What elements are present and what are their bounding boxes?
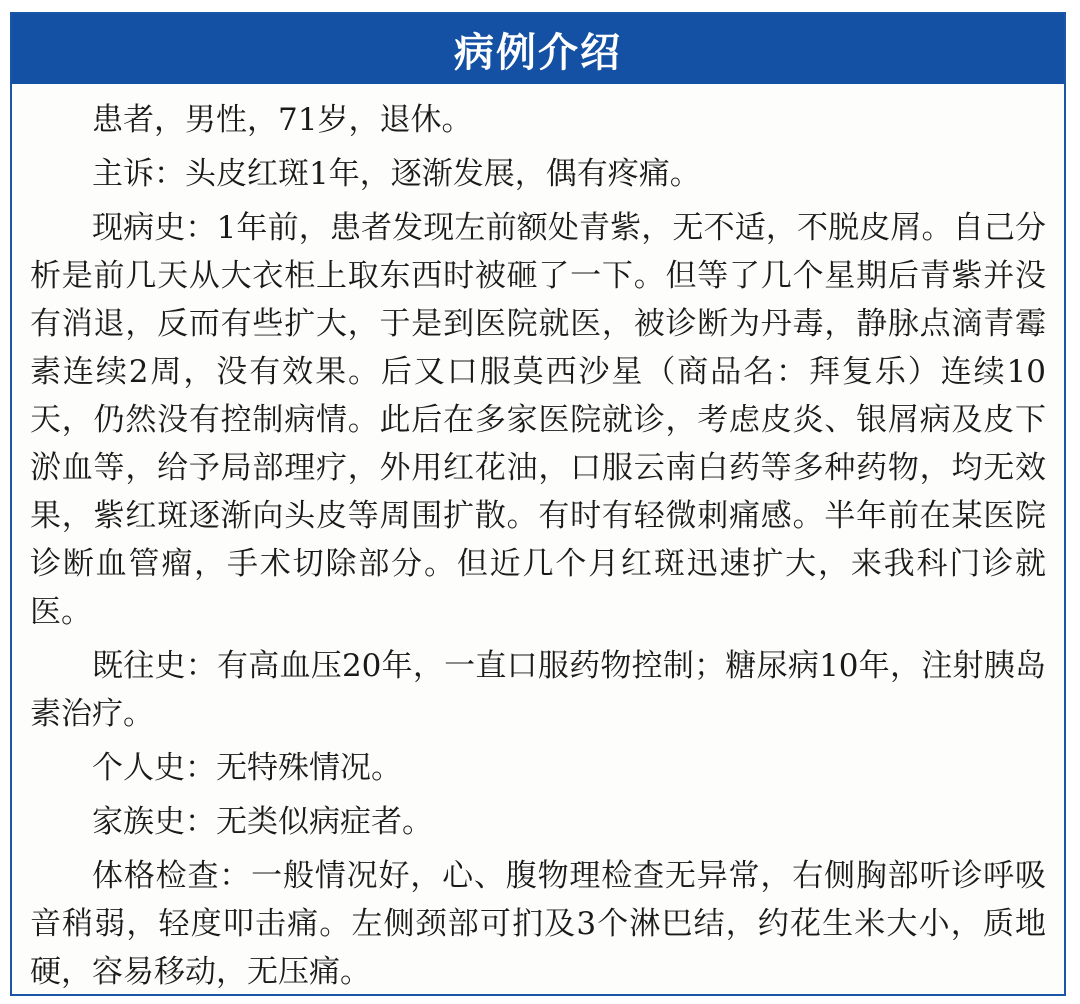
page-title: 病例介绍 bbox=[454, 29, 622, 76]
chief-complaint: 主诉：头皮红斑1年，逐渐发展，偶有疼痛。 bbox=[92, 156, 701, 192]
case-intro-box bbox=[10, 12, 1066, 996]
personal-history: 个人史：无特殊情况。 bbox=[92, 750, 402, 786]
present-history: 现病史：1年前，患者发现左前额处青紫，无不适，不脱皮屑。自己分析是前几天从大衣柜上取东西时被砸了一下。但等了几个星期后青紫并没有消退，反而有些扩大，于是到医院就医，被诊断为丹毒，静脉点滴青霉素连续2周，没有效果。后又口服莫西沙星（商品名：拜复乐）连续10天，仍然没有控制病情。此后在多家医院就诊，考虑皮炎、银屑病及皮下淤血等，给予局部理疗，外用红花油，口服云南白药等多种药物，均无效果，紫红斑逐渐向头皮等周围扩散。有时有轻微刺痛感。半年前在某医院诊断血管瘤，手术切除部分。但近几个月红斑迅速扩大，来我科门诊就医。 bbox=[30, 210, 1046, 630]
case-content bbox=[12, 84, 1064, 996]
family-history: 家族史：无类似病症者。 bbox=[92, 804, 433, 840]
patient-info: 患者，男性，71岁，退休。 bbox=[92, 102, 473, 138]
header-bar bbox=[12, 14, 1064, 84]
past-history: 既往史：有高血压20年，一直口服药物控制；糖尿病10年，注射胰岛素治疗。 bbox=[30, 648, 1046, 732]
physical-exam: 体格检查：一般情况好，心、腹物理检查无异常，右侧胸部听诊呼吸音稍弱，轻度叩击痛。左侧颈部可扪及3个淋巴结，约花生米大小，质地硬，容易移动，无压痛。 bbox=[30, 858, 1046, 990]
